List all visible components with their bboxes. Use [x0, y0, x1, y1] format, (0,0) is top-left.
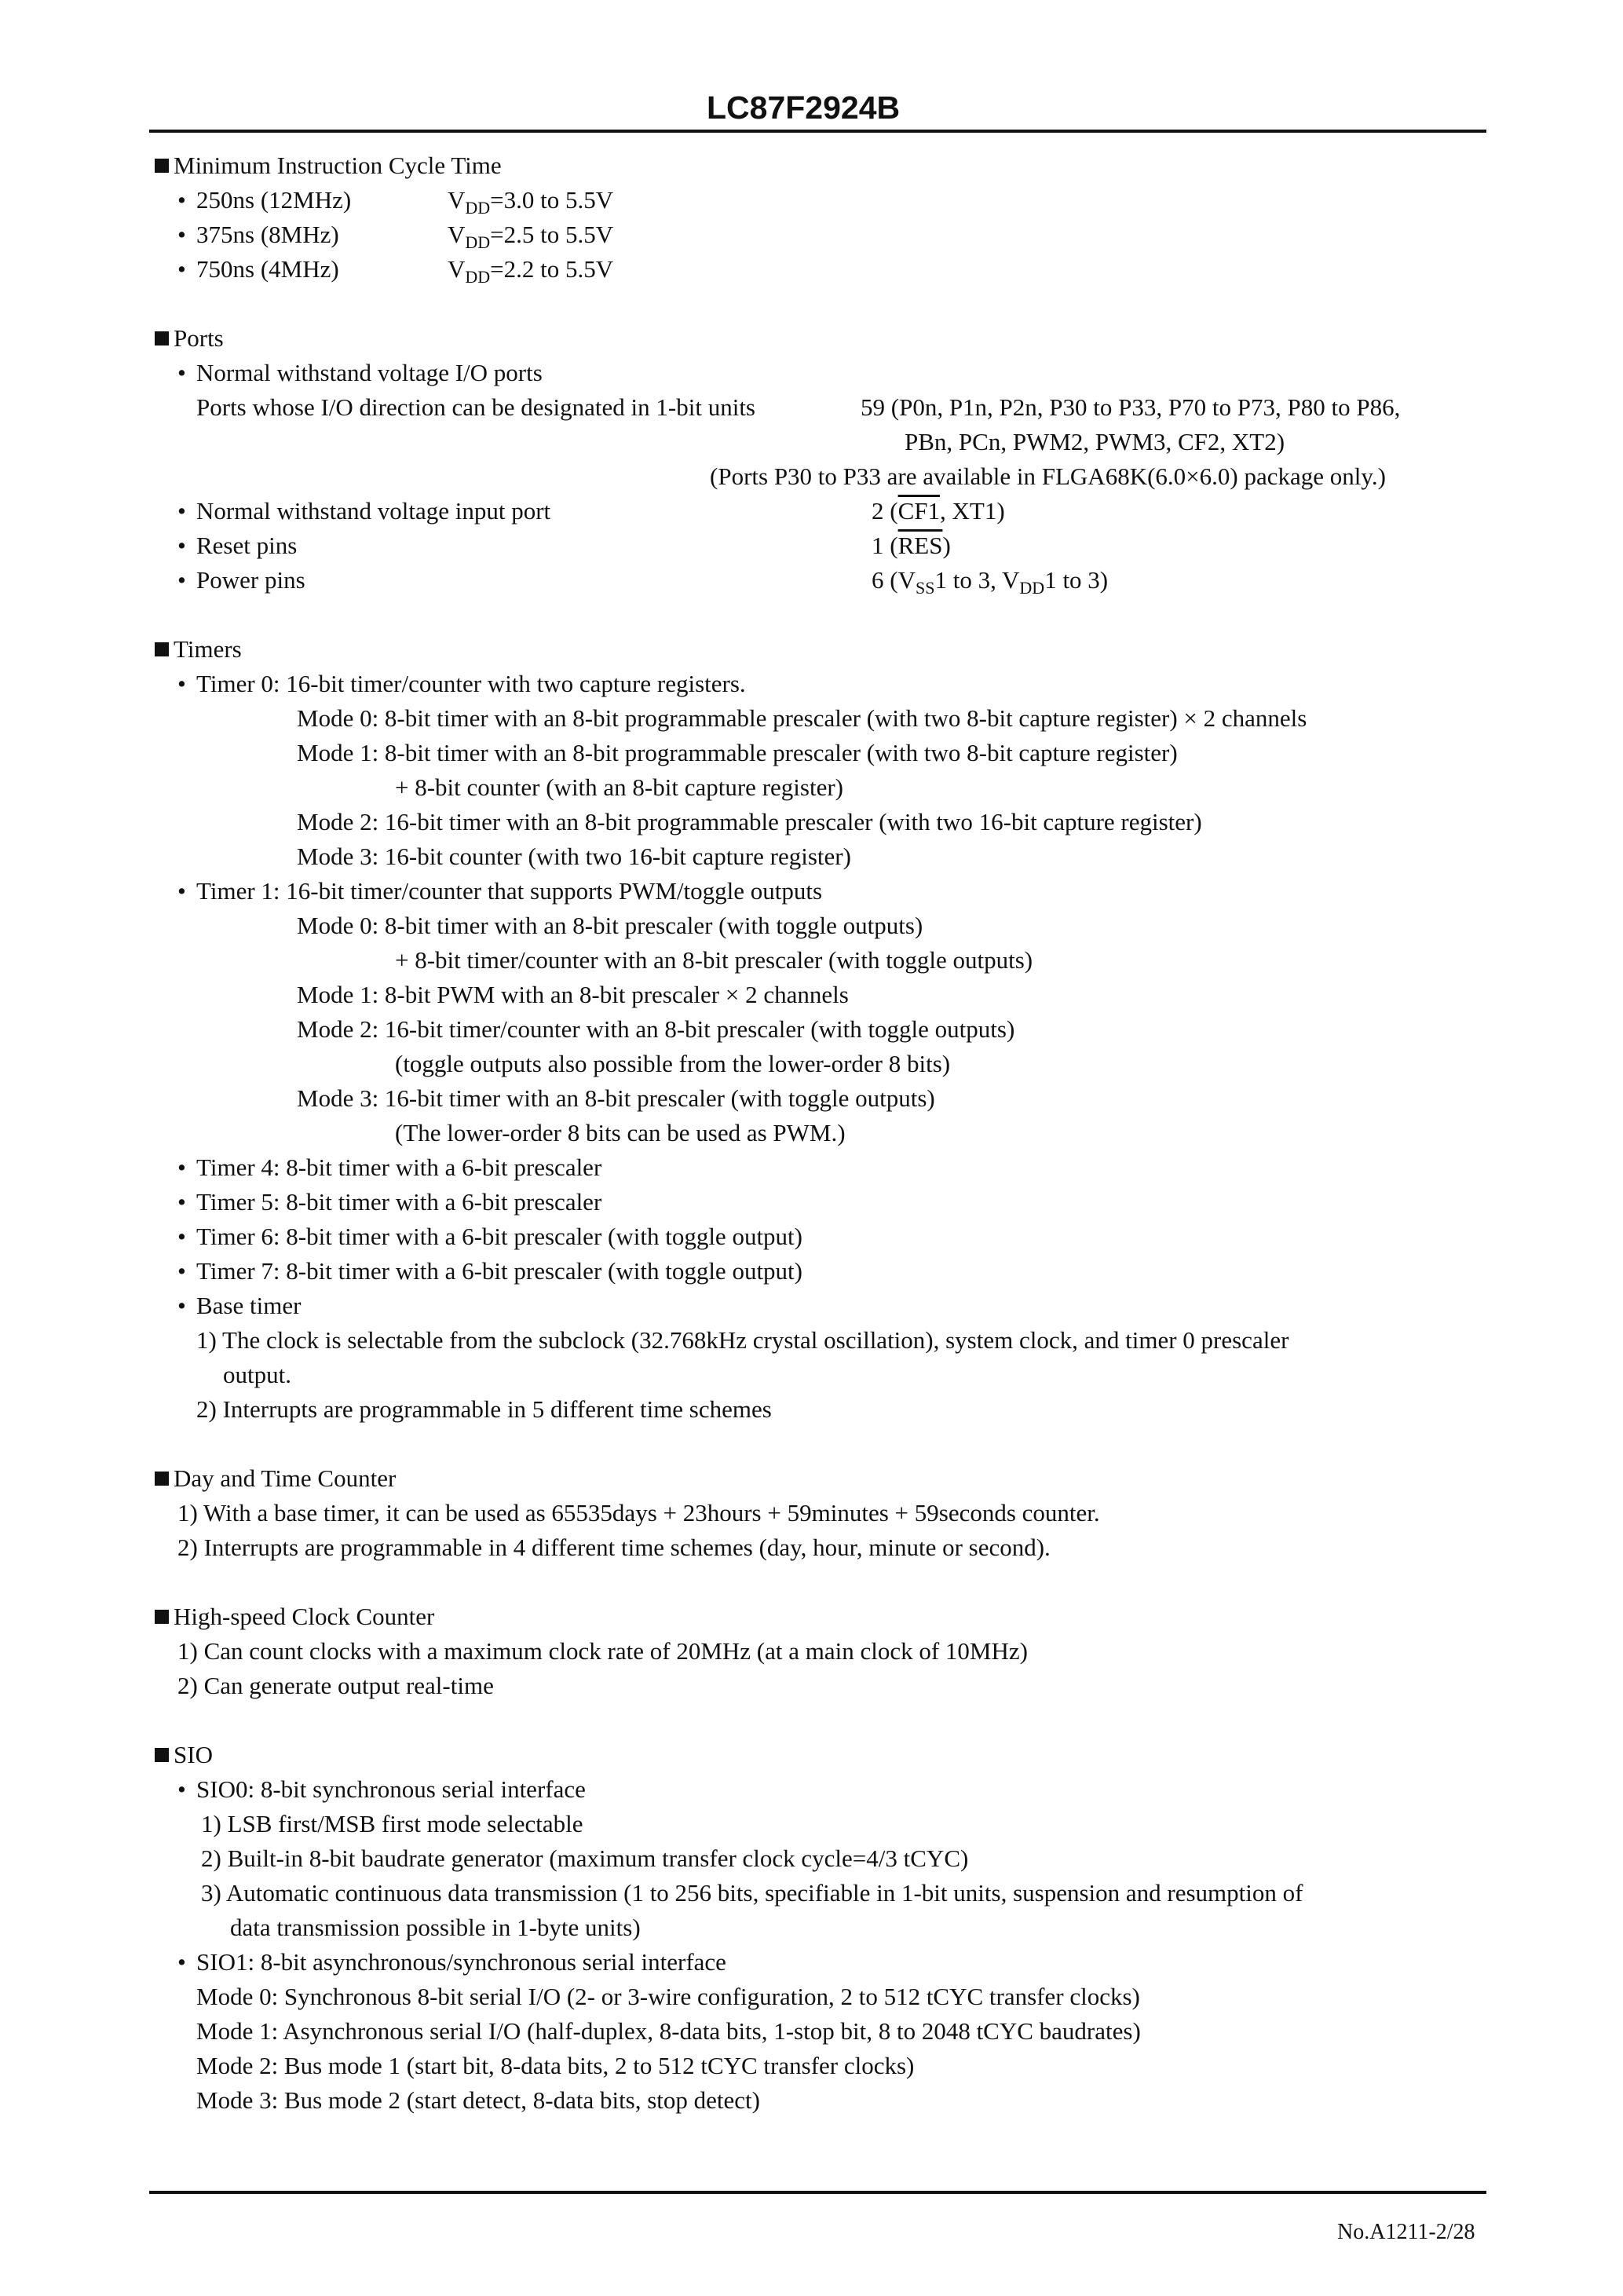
- cycle-vdd: $V_{DD}=2.2$ to 5.5V: [448, 255, 614, 287]
- page-number: No.A1211-2/28: [1337, 2220, 1475, 2244]
- timer-mode: Mode 3: 16-bit counter (with two 16-bit capture register): [297, 843, 851, 870]
- day-time-line: 1) With a base timer, it can be used as 65535days + 23hours + 59minutes + 59seconds counter.: [177, 1499, 1100, 1526]
- ports-io-note: (Ports P30 to P33 are available in FLGA68K(6.0×6.0) package only.): [710, 462, 1386, 490]
- base-timer-note: 2) Interrupts are programmable in 5 different time schemes: [196, 1395, 772, 1423]
- sio-mode: Mode 0: Synchronous 8-bit serial I/O (2- or 3-wire configuration, 2 to 512 tCYC transfer clocks): [196, 1983, 1140, 2010]
- timer-item: • Timer 7: 8-bit timer with a 6-bit prescaler (with toggle output): [177, 1254, 1623, 1289]
- sio-feature: 3) Automatic continuous data transmission (1 to 256 bits, specifiable in 1-bit units, suspension and resumption of: [201, 1879, 1303, 1907]
- ports-power-value: 6 ($V_{SS}1$ to 3, $V_{DD}1$ to 3): [872, 566, 1109, 598]
- timer-item: • Timer 5: 8-bit timer with a 6-bit prescaler: [177, 1185, 1623, 1219]
- ports-input-value: 2 (CF1, XT1): [872, 497, 1005, 525]
- timer-item: • Timer 1: 16-bit timer/counter that supports PWM/toggle outputs: [177, 874, 1623, 909]
- timer-mode: Mode 3: 16-bit timer with an 8-bit prescaler (with toggle outputs): [297, 1084, 935, 1112]
- square-bullet-icon: [155, 1748, 169, 1762]
- cycle-row: [0, 218, 1623, 252]
- section-heading-ports: Ports: [155, 321, 1623, 356]
- timer-mode: Mode 2: 16-bit timer with an 8-bit programmable prescaler (with two 16-bit capture register): [297, 808, 1202, 835]
- cycle-time: • 750ns (4MHz): [177, 252, 339, 287]
- hs-clock-line: 1) Can count clocks with a maximum clock rate of 20MHz (at a main clock of 10MHz): [177, 1637, 1028, 1665]
- square-bullet-icon: [155, 1610, 169, 1624]
- section-heading-hs-clock: High-speed Clock Counter: [155, 1600, 1623, 1634]
- timer-mode: Mode 2: 16-bit timer/counter with an 8-bit prescaler (with toggle outputs): [297, 1015, 1015, 1043]
- cycle-vdd: $V_{DD}=2.5$ to 5.5V: [448, 221, 614, 252]
- ports-io-value: 59 (P0n, P1n, P2n, P30 to P33, P70 to P73, P80 to P86,: [861, 393, 1401, 421]
- timer-item: • Base timer: [177, 1289, 1623, 1323]
- cycle-time: • 250ns (12MHz): [177, 183, 351, 218]
- day-time-line: 2) Interrupts are programmable in 4 different time schemes (day, hour, minute or second).: [177, 1534, 1051, 1561]
- ports-power-row: • Power pins 6 ($V_{SS}1$ to 3, $V_{DD}1$ to 3): [0, 563, 1623, 598]
- base-timer-note-cont: output.: [223, 1361, 291, 1388]
- timer-mode: Mode 1: 8-bit PWM with an 8-bit prescaler × 2 channels: [297, 981, 849, 1008]
- square-bullet-icon: [155, 331, 169, 345]
- sio-feature: 1) LSB first/MSB first mode selectable: [201, 1810, 583, 1837]
- timer-mode-cont: (toggle outputs also possible from the lower-order 8 bits): [395, 1050, 951, 1077]
- content-area: [0, 148, 1623, 2118]
- sio-mode: Mode 2: Bus mode 1 (start bit, 8-data bits, 2 to 512 tCYC transfer clocks): [196, 2052, 915, 2079]
- timer-item: • Timer 6: 8-bit timer with a 6-bit prescaler (with toggle output): [177, 1219, 1623, 1254]
- ports-reset-value: 1 $(\overline{RES})$: [872, 532, 951, 559]
- ports-io-title: • Normal withstand voltage I/O ports: [177, 356, 1623, 390]
- section-heading-instruction-cycle: Minimum Instruction Cycle Time: [155, 148, 1623, 183]
- timer-mode-cont: + 8-bit counter (with an 8-bit capture register): [395, 773, 843, 801]
- square-bullet-icon: [155, 159, 169, 173]
- timer-item: • Timer 4: 8-bit timer with a 6-bit prescaler: [177, 1150, 1623, 1185]
- cycle-row: [0, 183, 1623, 218]
- base-timer-note: 1) The clock is selectable from the subclock (32.768kHz crystal oscillation), system clock, and timer 0 prescaler: [196, 1326, 1289, 1354]
- timer-mode-cont: (The lower-order 8 bits can be used as PWM.): [395, 1119, 846, 1146]
- cycle-time: • 375ns (8MHz): [177, 218, 339, 252]
- timer-mode: Mode 1: 8-bit timer with an 8-bit programmable prescaler (with two 8-bit capture register): [297, 739, 1178, 766]
- section-heading-timers: Timers: [155, 632, 1623, 667]
- footer-divider: [149, 2191, 1486, 2194]
- ports-io-desc: Ports whose I/O direction can be designated in 1-bit units: [196, 393, 756, 421]
- sio-mode: Mode 3: Bus mode 2 (start detect, 8-data bits, stop detect): [196, 2086, 760, 2114]
- cycle-row: [0, 252, 1623, 287]
- ports-io-row: [0, 390, 1623, 425]
- sio-item: • SIO0: 8-bit synchronous serial interface: [177, 1772, 1623, 1807]
- header-divider: [149, 130, 1486, 133]
- timer-mode: Mode 0: 8-bit timer with an 8-bit programmable prescaler (with two 8-bit capture register) × 2 channels: [297, 704, 1307, 732]
- timer-mode: Mode 0: 8-bit timer with an 8-bit prescaler (with toggle outputs): [297, 912, 923, 939]
- sio-feature: 2) Built-in 8-bit baudrate generator (maximum transfer clock cycle=4/3 tCYC): [201, 1844, 969, 1872]
- ports-io-value-cont: PBn, PCn, PWM2, PWM3, CF2, XT2): [905, 428, 1285, 455]
- ports-io-row: [0, 425, 1623, 459]
- ports-reset-row: • Reset pins 1 $(\overline{RES})$: [0, 528, 1623, 563]
- cycle-vdd: $V_{DD}=3.0$ to 5.5V: [448, 186, 614, 218]
- ports-input-row: • Normal withstand voltage input port 2 (CF1, XT1): [0, 494, 1623, 528]
- ports-io-row: [0, 459, 1623, 494]
- square-bullet-icon: [155, 642, 169, 656]
- timer-mode-cont: + 8-bit timer/counter with an 8-bit prescaler (with toggle outputs): [395, 946, 1033, 974]
- square-bullet-icon: [155, 1472, 169, 1486]
- timer-item: • Timer 0: 16-bit timer/counter with two capture registers.: [177, 667, 1623, 701]
- sio-item: • SIO1: 8-bit asynchronous/synchronous serial interface: [177, 1945, 1623, 1980]
- section-heading-day-time: Day and Time Counter: [155, 1461, 1623, 1496]
- sio-feature-cont: data transmission possible in 1-byte units): [230, 1914, 641, 1941]
- document-title: LC87F2924B: [707, 90, 901, 126]
- section-heading-sio: SIO: [155, 1738, 1623, 1772]
- sio-mode: Mode 1: Asynchronous serial I/O (half-duplex, 8-data bits, 1-stop bit, 8 to 2048 tCYC baudrates): [196, 2017, 1141, 2045]
- hs-clock-line: 2) Can generate output real-time: [177, 1672, 494, 1699]
